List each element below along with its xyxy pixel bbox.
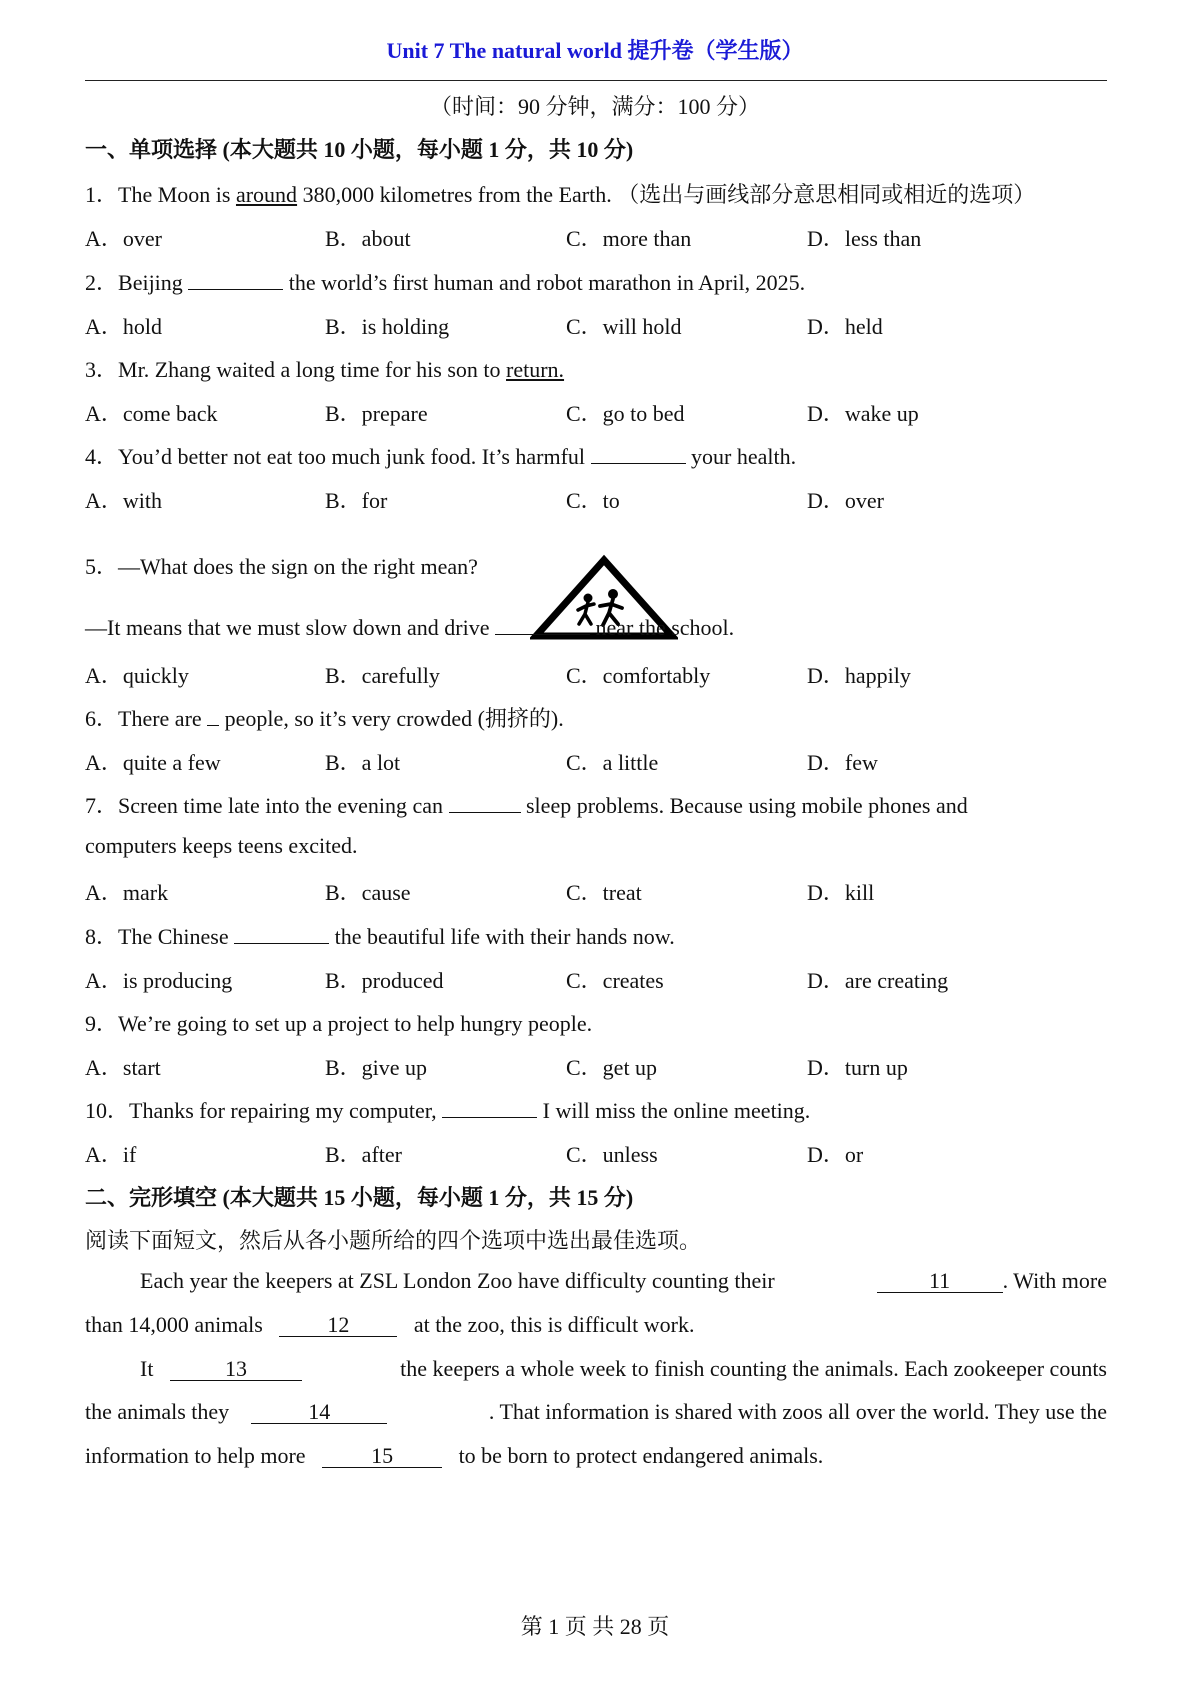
q6-option-b[interactable]: B．a lot xyxy=(325,750,401,775)
q7-option-c[interactable]: C．treat xyxy=(566,880,642,905)
q3-option-c[interactable]: C．go to bed xyxy=(566,401,685,426)
q10-option-a[interactable]: A．if xyxy=(85,1142,137,1167)
q3-option-b[interactable]: B．prepare xyxy=(325,401,428,426)
blank-15[interactable]: 15 xyxy=(322,1445,442,1468)
answer-blank[interactable] xyxy=(188,271,283,290)
blank-12[interactable]: 12 xyxy=(279,1314,397,1337)
q2-option-d[interactable]: D．held xyxy=(807,314,883,339)
page-footer: 第 1 页 共 28 页 xyxy=(520,1614,670,1639)
q9-option-c[interactable]: C．get up xyxy=(566,1055,658,1080)
q4-option-b[interactable]: B．for xyxy=(325,488,388,513)
q7-option-d[interactable]: D．kill xyxy=(807,880,875,905)
q1-option-d[interactable]: D．less than xyxy=(807,226,922,251)
q1-option-c[interactable]: C．more than xyxy=(566,226,692,251)
answer-blank[interactable] xyxy=(207,707,219,726)
question-8: 8．The Chinese the beautiful life with their hands now. xyxy=(85,924,675,949)
answer-blank[interactable] xyxy=(449,794,521,813)
question-2: 2．Beijing the world’s first human and robot marathon in April, 2025. xyxy=(85,270,806,295)
q3-option-d[interactable]: D．wake up xyxy=(807,401,919,426)
passage-line-5: information to help more 15 to be born to protect endangered animals. xyxy=(85,1443,824,1468)
q5-option-a[interactable]: A．quickly xyxy=(85,663,189,688)
section1-heading: 一、单项选择 (本大题共 10 小题，每小题 1 分，共 10 分) xyxy=(85,137,634,162)
q9-option-a[interactable]: A．start xyxy=(85,1055,161,1080)
section2-heading: 二、完形填空 (本大题共 15 小题，每小题 1 分，共 15 分) xyxy=(85,1185,634,1210)
question-4: 4．You’d better not eat too much junk food. It’s harmful your health. xyxy=(85,444,797,469)
q7-option-b[interactable]: B．cause xyxy=(325,880,411,905)
q1-option-a[interactable]: A．over xyxy=(85,226,162,251)
q5-option-b[interactable]: B．carefully xyxy=(325,663,440,688)
question-6: 6．There are people, so it’s very crowded (拥挤的). xyxy=(85,706,564,731)
q4-option-a[interactable]: A．with xyxy=(85,488,163,513)
q3-option-a[interactable]: A．come back xyxy=(85,401,218,426)
q5-option-c[interactable]: C．comfortably xyxy=(566,663,711,688)
question-9: 9．We’re going to set up a project to help hungry people. xyxy=(85,1011,593,1036)
q2-option-c[interactable]: C．will hold xyxy=(566,314,682,339)
answer-blank[interactable] xyxy=(234,925,329,944)
header-rule xyxy=(85,80,1107,81)
q6-option-c[interactable]: C．a little xyxy=(566,750,659,775)
q8-option-a[interactable]: A．is producing xyxy=(85,968,233,993)
q8-option-c[interactable]: C．creates xyxy=(566,968,664,993)
q4-option-c[interactable]: C．to xyxy=(566,488,620,513)
q1-option-b[interactable]: B．about xyxy=(325,226,411,251)
question-7-line2: computers keeps teens excited. xyxy=(85,833,358,858)
q2-option-a[interactable]: A．hold xyxy=(85,314,163,339)
document-title: Unit 7 The natural world 提升卷（学生版） xyxy=(386,38,804,63)
answer-blank[interactable] xyxy=(591,445,686,464)
passage-line-3: It 13 the keepers a whole week to finish counting the animals. Each zookeeper counts xyxy=(140,1356,1107,1381)
q8-option-d[interactable]: D．are creating xyxy=(807,968,949,993)
q10-option-b[interactable]: B．after xyxy=(325,1142,402,1167)
section2-instruction: 阅读下面短文，然后从各小题所给的四个选项中选出最佳选项。 xyxy=(85,1228,702,1253)
q8-option-b[interactable]: B．produced xyxy=(325,968,444,993)
q10-option-c[interactable]: C．unless xyxy=(566,1142,658,1167)
answer-blank[interactable] xyxy=(442,1099,537,1118)
question-7: 7．Screen time late into the evening can sleep problems. Because using mobile phones and xyxy=(85,793,968,818)
time-info: （时间：90 分钟，满分：100 分） xyxy=(429,94,760,119)
question-5: 5．—What does the sign on the right mean? xyxy=(85,554,478,579)
q9-option-d[interactable]: D．turn up xyxy=(807,1055,908,1080)
blank-11[interactable]: 11 xyxy=(877,1270,1003,1293)
q9-option-b[interactable]: B．give up xyxy=(325,1055,428,1080)
q2-option-b[interactable]: B．is holding xyxy=(325,314,450,339)
q10-option-d[interactable]: D．or xyxy=(807,1142,864,1167)
q4-option-d[interactable]: D．over xyxy=(807,488,884,513)
q6-option-a[interactable]: A．quite a few xyxy=(85,750,221,775)
question-3: 3．Mr. Zhang waited a long time for his son to return. xyxy=(85,357,565,382)
question-10: 10．Thanks for repairing my computer, I will miss the online meeting. xyxy=(85,1098,811,1123)
question-1: 1．The Moon is around 380,000 kilometres from the Earth. （选出与画线部分意思相同或相近的选项） xyxy=(85,182,1036,207)
passage-line-4: the animals they 14 . That information is shared with zoos all over the world. They use the xyxy=(85,1399,1107,1424)
q7-option-a[interactable]: A．mark xyxy=(85,880,169,905)
answer-blank[interactable] xyxy=(495,616,590,635)
question-5-line2: —It means that we must slow down and drive near the school. xyxy=(85,615,735,640)
passage-line-1: Each year the keepers at ZSL London Zoo have difficulty counting their 11 . With more xyxy=(140,1268,1107,1293)
q5-option-d[interactable]: D．happily xyxy=(807,663,911,688)
q6-option-d[interactable]: D．few xyxy=(807,750,878,775)
passage-line-2: than 14,000 animals 12 at the zoo, this is difficult work. xyxy=(85,1312,695,1337)
blank-14[interactable]: 14 xyxy=(251,1401,387,1424)
blank-13[interactable]: 13 xyxy=(170,1358,302,1381)
